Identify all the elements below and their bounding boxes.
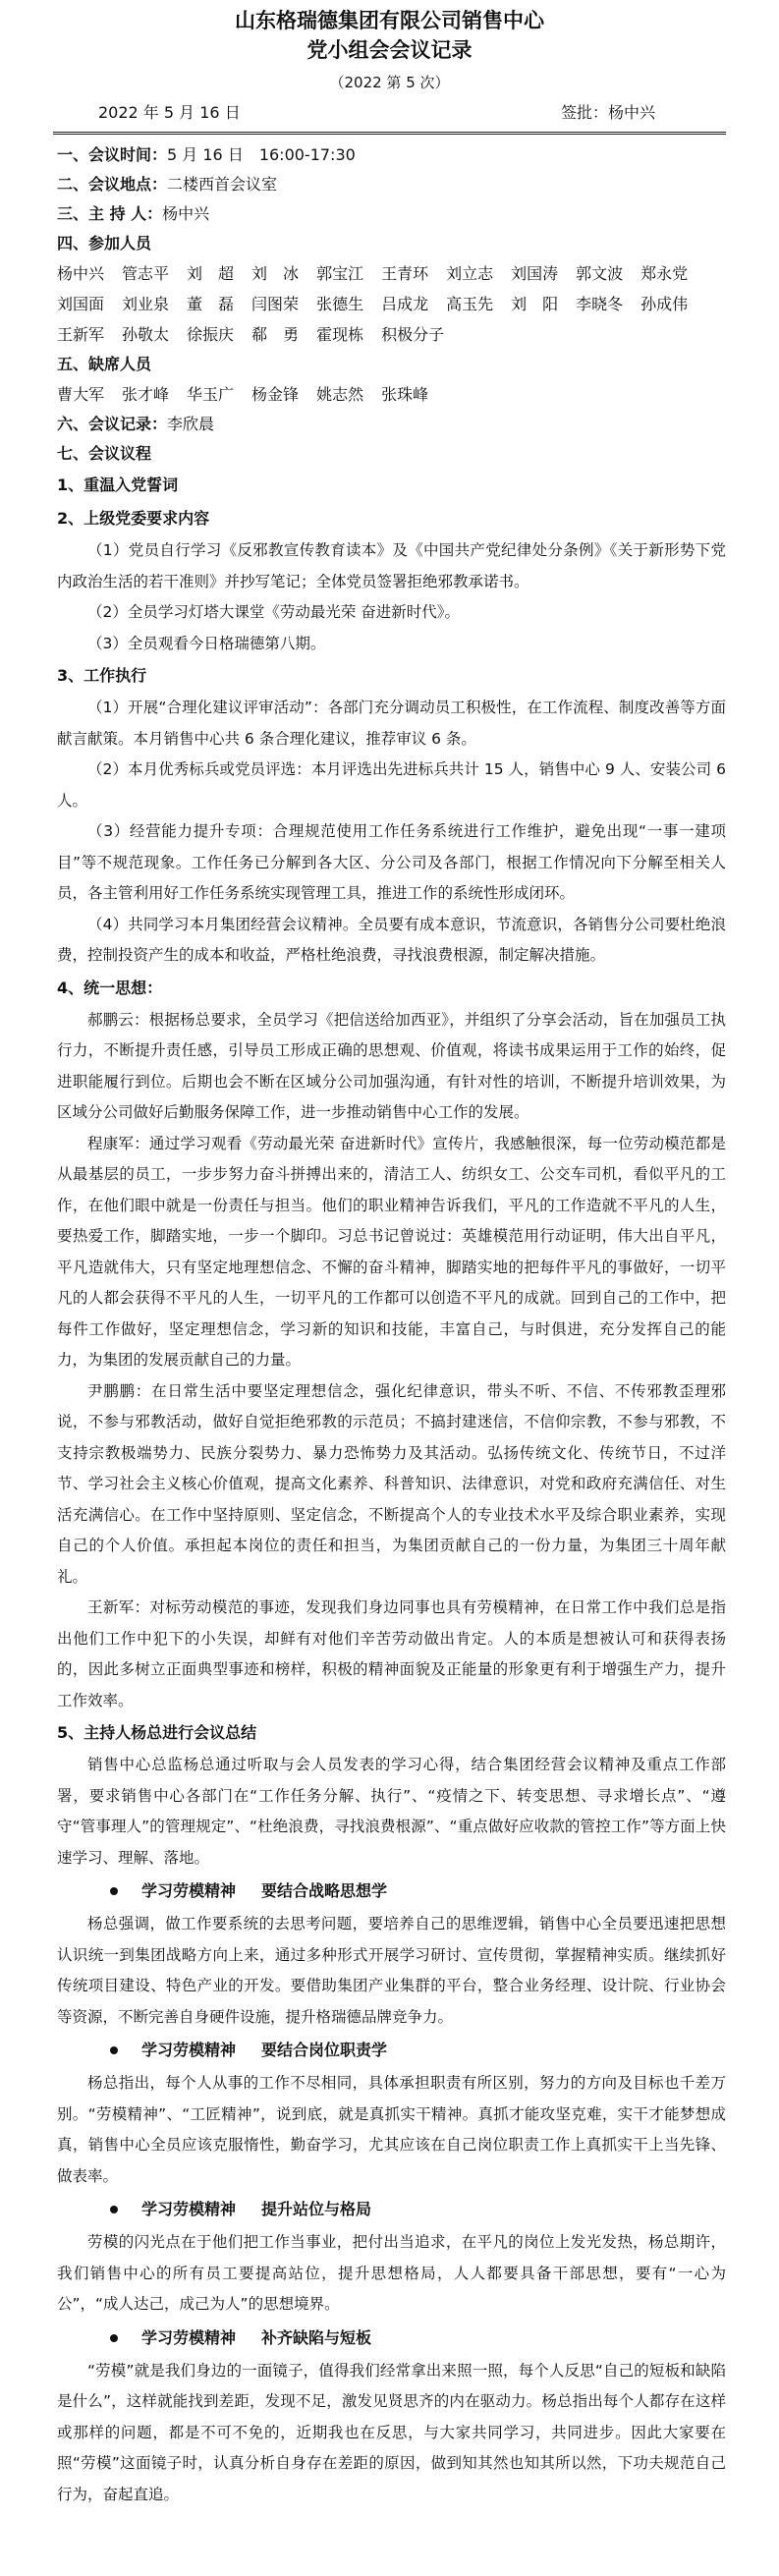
attendee-name: 刘国涛: [511, 264, 559, 283]
attendee-name: 吕成龙: [381, 295, 429, 313]
meeting-time-value: 5 月 16 日 16:00-17:30: [167, 145, 356, 164]
meeting-time-row: [53, 140, 726, 170]
meeting-date: 2022 年 5 月 16 日: [98, 103, 241, 122]
attendee-name: 刘 超: [187, 264, 235, 283]
absent-name: 张珠峰: [381, 385, 429, 404]
attendee-name: 郭宝江: [316, 264, 364, 283]
meeting-place-label: 二、会议地点：: [57, 175, 168, 194]
paragraph: 郝鹏云：根据杨总要求，全员学习《把信送给加西亚》，并组织了分享会活动，旨在加强员工执行力，不断提升责任感，引导员工形成正确的思想观、价值观，将读书成果运用于工作的始终，促进职能履行到位。后期也会不断在区域分公司加强沟通，有针对性的培训，不断提升培训效果，为区域分公司做好后勤服务保障工作，进一步推动销售中心工作的发展。: [57, 1010, 726, 1121]
agenda-item-oath: 1、重温入党誓词: [57, 476, 179, 494]
agenda-item-summary: 5、主持人杨总进行会议总结: [57, 1723, 257, 1742]
attendee-name: 刘 冰: [251, 264, 300, 283]
bullet-heading: 学习劳模精神 补齐缺陷与短板: [53, 2321, 726, 2356]
attendee-name: 郗 勇: [251, 325, 300, 344]
document-title-meeting: 党小组会会议记录: [306, 38, 473, 62]
attendee-name: 郑永党: [640, 264, 689, 283]
attendee-name: 杨中兴: [57, 264, 105, 283]
paragraph: （3）经营能力提升专项：合理规范使用工作任务系统进行工作维护，避免出现“一事一建项目”等不规范现象。工作任务已分解到各大区、分公司及各部门，根据工作情况向下分解至相关人员，各主管利用好工作任务系统实现管理工具，推进工作的系统性形成闭环。: [57, 822, 726, 902]
paragraph: （2）本月优秀标兵或党员评选：本月评选出先进标兵共计 15 人，销售中心 9 人、安装公司 6 人。: [57, 760, 726, 810]
paragraph: （2）全员学习灯塔大课堂《劳动最光荣 奋进新时代》。: [87, 603, 461, 621]
attendee-name: 王青环: [381, 264, 429, 283]
attendee-name: 孙敬太: [122, 325, 170, 344]
attendee-name: 管志平: [122, 264, 170, 283]
meeting-host-label: 三、主 持 人：: [57, 204, 163, 223]
absent-name: 张才峰: [122, 385, 170, 404]
bullet-dot-icon: [110, 2334, 118, 2342]
attendee-name: 闫图荣: [251, 295, 300, 313]
attendee-name: 徐振庆: [187, 325, 235, 344]
attendee-name: 董 磊: [187, 295, 235, 313]
attendee-name: 刘立志: [446, 264, 494, 283]
attendee-name: 王新军: [57, 325, 105, 344]
attendee-name: 刘业泉: [122, 295, 170, 313]
attendee-name: 霍现栋: [316, 325, 364, 344]
bullet-heading: 学习劳模精神 要结合岗位职责学: [53, 2033, 726, 2068]
paragraph: （3）全员观看今日格瑞德第八期。: [87, 634, 326, 652]
meeting-host-row: [53, 199, 726, 229]
attendee-name: 郭文波: [576, 264, 624, 283]
date-signature-line: [53, 96, 726, 135]
attendee-name: 积极分子: [381, 325, 445, 344]
bullet-heading: 学习劳模精神 要结合战略思想学: [53, 1874, 726, 1909]
attendee-name: 孙成伟: [640, 295, 689, 313]
absent-name: 华玉广: [187, 385, 235, 404]
attendee-name: 张德生: [316, 295, 364, 313]
absent-heading: 五、缺席人员: [57, 355, 152, 373]
attendee-name: 刘国面: [57, 295, 105, 313]
recorder-row: [53, 410, 726, 439]
meeting-place-row: [53, 170, 726, 199]
absent-name: 曹大军: [57, 385, 105, 404]
session-number: （2022 第 5 次）: [329, 74, 450, 91]
agenda-item-unify-thinking: 4、统一思想：: [57, 978, 163, 997]
attendees-heading: 四、参加人员: [57, 234, 152, 252]
bullet-dot-icon: [110, 2206, 118, 2213]
paragraph: 王新军：对标劳动模范的事迹，发现我们身边同事也具有劳模精神，在日常工作中我们总是指出他们工作中犯下的小失误，却鲜有对他们辛苦劳动做出肯定。人的本质是想被认可和获得表扬的，因此多树立正面典型事迹和榜样，积极的精神面貌及正能量的形象更有利于增强生产力，提升工作效率。: [57, 1598, 726, 1709]
meeting-time-label: 一、会议时间：: [57, 145, 168, 164]
paragraph: （4）共同学习本月集团经营会议精神。全员要有成本意识，节流意识，各销售分公司要杜绝浪费，控制投资产生的成本和收益，严格杜绝浪费，寻找浪费根源，制定解决措施。: [57, 915, 726, 964]
bullet-heading: 学习劳模精神 提升站位与格局: [53, 2192, 726, 2227]
absent-list: [53, 379, 726, 410]
agenda-item-superior-requirements: 2、上级党委要求内容: [57, 509, 210, 528]
agenda-item-work-execution: 3、工作执行: [57, 666, 147, 685]
bullet-dot-icon: [110, 2046, 118, 2054]
paragraph: “劳模”就是我们身边的一面镜子，值得我们经常拿出来照一照，每个人反思“自己的短板和缺陷是什么”，这样就能找到差距，发现不足，激发见贤思齐的内在驱动力。杨总指出每个人都存在这样或那样的问题，都是不可不免的，近期我也在反思，与大家共同学习，共同进步。因此大家要在照“劳模”这面镜子时，认真分析自身存在差距的原因，做到知其然也知其所以然，下功夫规范自己行为，奋起直追。: [57, 2361, 726, 2503]
paragraph: 尹鹏鹏：在日常生活中要坚定理想信念，强化纪律意识，带头不听、不信、不传邪教歪理邪说，不参与邪教活动，做好自觉拒绝邪教的示范员；不搞封建迷信，不信仰宗教，不参与邪教，不支持宗教极端势力、民族分裂势力、暴力恐怖势力及其活动。弘扬传统文化、传统节日，不过洋节、学习社会主义核心价值观，提高文化素养、科普知识、法律意识，对党和政府充满信任、对生活充满信心。在工作中坚持原则、坚定信念，不断提高个人的专业技术水平及综合职业素养，实现自己的个人价值。承担起本岗位的责任和担当，为集团贡献自己的一份力量，为集团三十周年献礼。: [57, 1381, 726, 1586]
paragraph: 销售中心总监杨总通过听取与会人员发表的学习心得，结合集团经营会议精神及重点工作部署，要求销售中心各部门在“工作任务分解、执行”、“疫情之下、转变思想、寻求增长点”、“遵守“管事理人”的管理规定”、“杜绝浪费，寻找浪费根源”、“重点做好应收款的管控工作”等方面上快速学习、理解、落地。: [57, 1756, 726, 1867]
recorder-label: 六、会议记录：: [57, 415, 168, 433]
paragraph: 杨总强调，做工作要系统的去思考问题，要培养自己的思维逻辑，销售中心全员要迅速把思想认识统一到集团战略方向上来，通过多种形式开展学习研讨、宣传贯彻，掌握精神实质。继续抓好传统项目建设、特色产业的开发。要借助集团产业集群的平台，整合业务经理、设计院、行业协会等资源，不断完善自身硬件设施，提升格瑞德品牌竞争力。: [57, 1915, 726, 2026]
signature-approval: 签批：杨中兴: [560, 103, 655, 122]
paragraph: 杨总指出，每个人从事的工作不尽相同，具体承担职责有所区别，努力的方向及目标也千差万别。“劳模精神”、“工匠精神”，说到底，就是真抓实干精神。真抓才能攻坚克难，实干才能梦想成真，销售中心全员应该克服惰性，勤奋学习，尤其应该在自己岗位职责工作上真抓实干上当先锋、做表率。: [57, 2074, 726, 2185]
document-title-company: 山东格瑞德集团有限公司销售中心: [235, 9, 544, 32]
paragraph: 劳模的闪光点在于他们把工作当事业，把付出当追求，在平凡的岗位上发光发热，杨总期许，我们销售中心的所有员工要提高站位，提升思想格局，人人都要具备干部思想，要有“一心为公”，“成人达己，成己为人”的思想境界。: [57, 2233, 726, 2313]
bullet-dot-icon: [110, 1887, 118, 1895]
attendees-list: [53, 258, 726, 350]
paragraph: （1）党员自行学习《反邪教宣传教育读本》及《中国共产党纪律处分条例》《关于新形势下党内政治生活的若干准则》并抄写笔记；全体党员签署拒绝邪教承诺书。: [57, 541, 726, 590]
absent-name: 姚志然: [316, 385, 364, 404]
attendee-name: 刘 阳: [511, 295, 559, 313]
attendee-name: 高玉先: [446, 295, 494, 313]
paragraph: （1）开展“合理化建议评审活动”：各部门充分调动员工积极性，在工作流程、制度改善等方面献言献策。本月销售中心共 6 条合理化建议，推荐审议 6 条。: [57, 699, 726, 748]
absent-name: 杨金锋: [251, 385, 300, 404]
paragraph: 程康军：通过学习观看《劳动最光荣 奋进新时代》宣传片，我感触很深，每一位劳动模范都是从最基层的员工，一步步努力奋斗拼搏出来的，清洁工人、纺织女工、公交车司机，看似平凡的工作，在他们眼中就是一份责任与担当。他们的职业精神告诉我们，平凡的工作造就不平凡的人生，要热爱工作，脚踏实地，一步一个脚印。习总书记曾说过：英雄模范用行动证明，伟大出自平凡，平凡造就伟大，只有坚定地理想信念、不懈的奋斗精神，脚踏实地的把每件平凡的事做好，一切平凡的人都会获得不平凡的人生，一切平凡的工作都可以创造不平凡的成就。回到自己的工作中，把每件工作做好，坚定理想信念，学习新的知识和技能，丰富自己，与时俱进，充分发挥自己的能力，为集团的发展贡献自己的力量。: [57, 1134, 726, 1369]
attendee-name: 李晓冬: [576, 295, 624, 313]
recorder-value: 李欣晨: [167, 415, 215, 433]
meeting-host-value: 杨中兴: [162, 204, 210, 223]
meeting-place-value: 二楼西首会议室: [167, 175, 278, 194]
agenda-heading: 七、会议议程: [57, 444, 152, 463]
